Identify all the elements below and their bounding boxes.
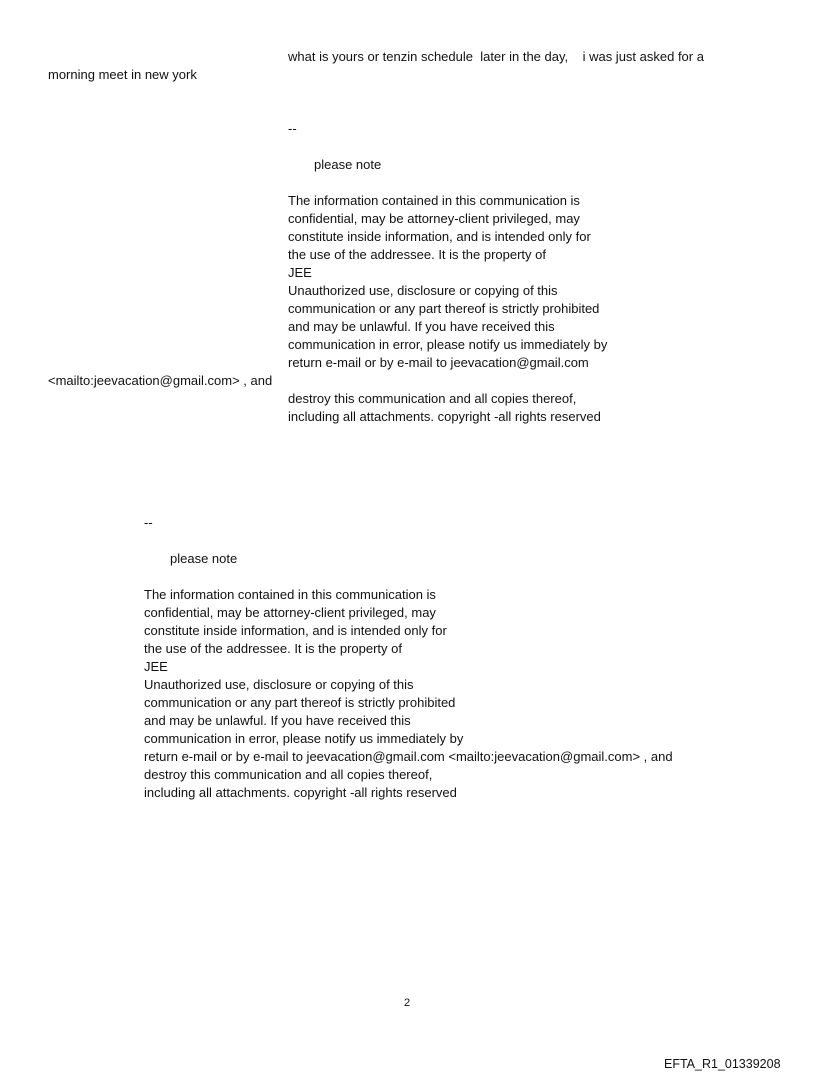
- disclaimer-line: the use of the addressee. It is the property of: [144, 641, 402, 656]
- disclaimer-line: communication or any part thereof is strictly prohibited: [288, 301, 600, 316]
- disclaimer-line: communication in error, please notify us immediately by: [288, 337, 608, 352]
- disclaimer-line: The information contained in this communication is: [144, 587, 436, 602]
- disclaimer-line: Unauthorized use, disclosure or copying of this: [288, 283, 558, 298]
- signature-separator: --: [288, 121, 297, 136]
- disclaimer-line: JEE: [144, 659, 168, 674]
- disclaimer-line: and may be unlawful. If you have received this: [288, 319, 555, 334]
- reply-line-2: morning meet in new york: [48, 67, 197, 82]
- disclaimer-line: including all attachments. copyright -all rights reserved: [288, 409, 601, 424]
- disclaimer-line: The information contained in this communication is: [288, 193, 580, 208]
- please-note-heading: please note: [314, 157, 382, 172]
- document-id: EFTA_R1_01339208: [664, 1057, 781, 1071]
- page-number: 2: [404, 997, 411, 1009]
- disclaimer-line: and may be unlawful. If you have received this: [144, 713, 411, 728]
- disclaimer-line: constitute inside information, and is intended only for: [144, 623, 447, 638]
- disclaimer-line: constitute inside information, and is intended only for: [288, 229, 591, 244]
- disclaimer-line: the use of the addressee. It is the property of: [288, 247, 546, 262]
- signature-separator: --: [144, 515, 153, 530]
- disclaimer-line: confidential, may be attorney-client privileged, may: [288, 211, 580, 226]
- reply-line-1: what is yours or tenzin schedule later in the day, i was just asked for a: [288, 49, 704, 64]
- please-note-heading: please note: [170, 551, 238, 566]
- disclaimer-line: destroy this communication and all copies thereof,: [288, 391, 577, 406]
- disclaimer-line: confidential, may be attorney-client privileged, may: [144, 605, 436, 620]
- disclaimer-line: JEE: [288, 265, 312, 280]
- mailto-link[interactable]: <mailto:jeevacation@gmail.com> , and: [48, 373, 273, 388]
- disclaimer-line: including all attachments. copyright -all rights reserved: [144, 785, 457, 800]
- disclaimer-line: Unauthorized use, disclosure or copying of this: [144, 677, 414, 692]
- disclaimer-line: destroy this communication and all copies thereof,: [144, 767, 433, 782]
- disclaimer-line: return e-mail or by e-mail to jeevacation@gmail.com <mailto:jeevacation@gmail.com> , and: [144, 749, 673, 764]
- disclaimer-line: return e-mail or by e-mail to jeevacation@gmail.com: [288, 355, 589, 370]
- disclaimer-line: communication in error, please notify us immediately by: [144, 731, 464, 746]
- disclaimer-line: communication or any part thereof is strictly prohibited: [144, 695, 456, 710]
